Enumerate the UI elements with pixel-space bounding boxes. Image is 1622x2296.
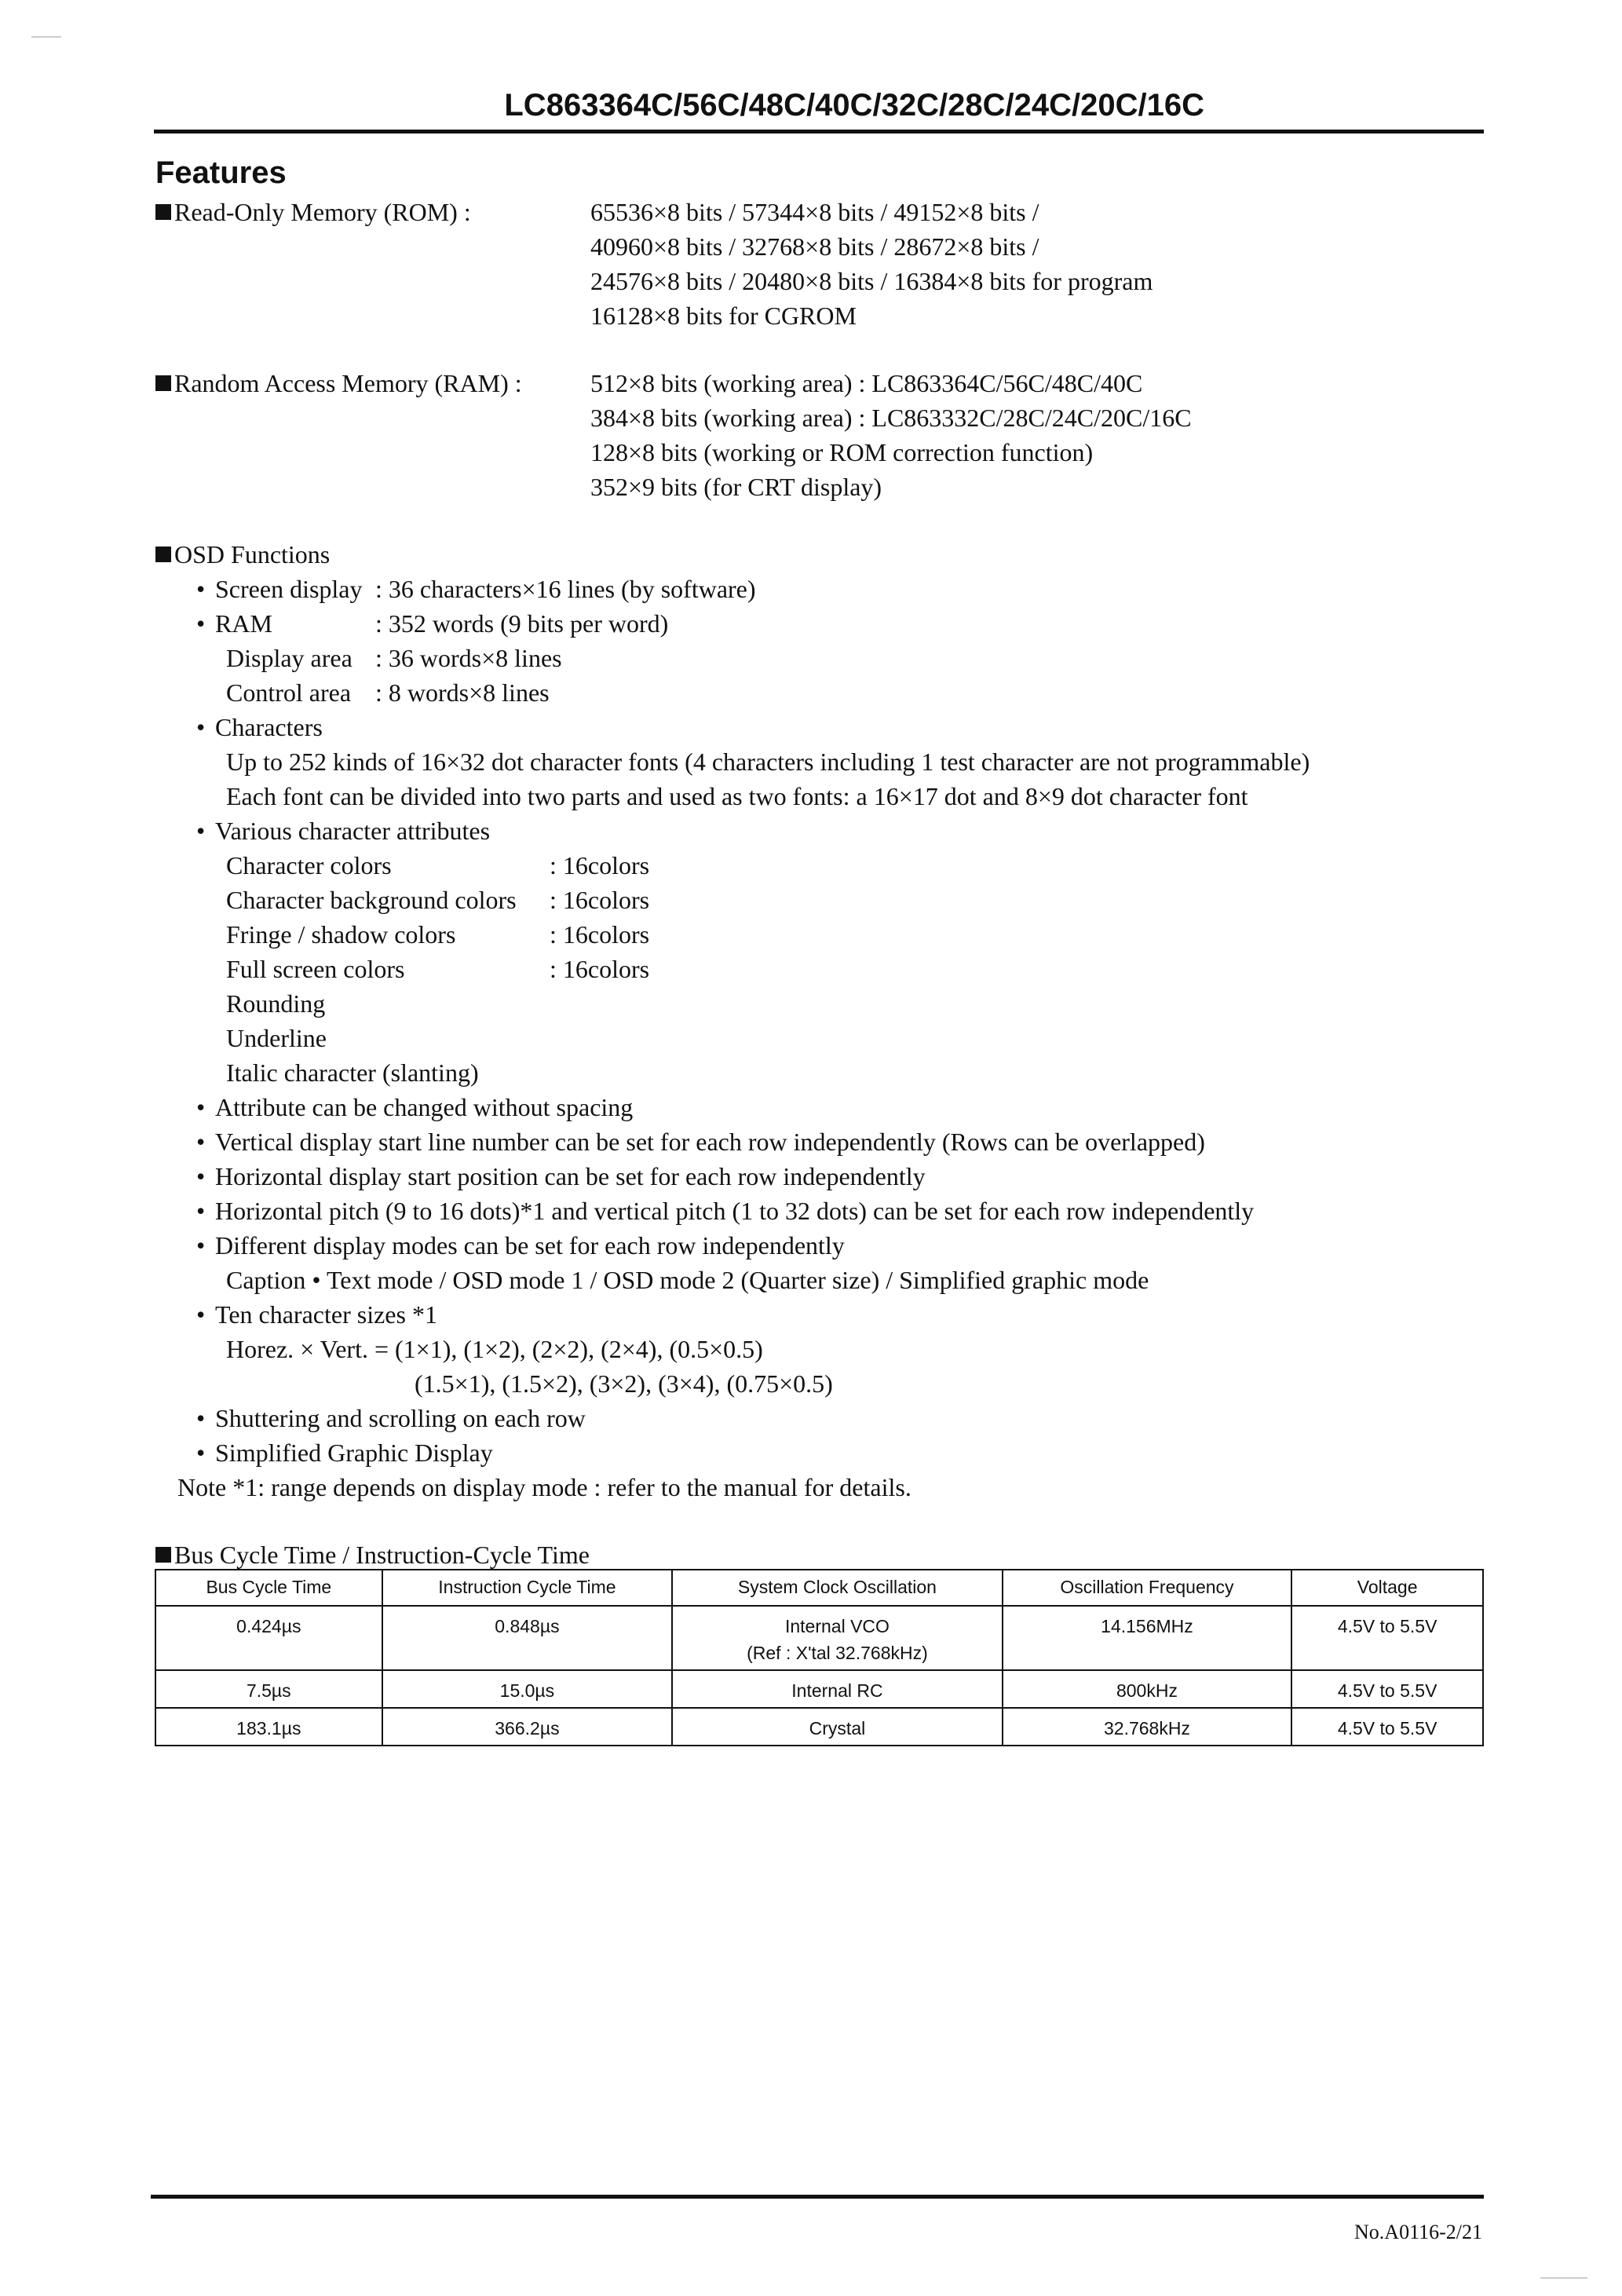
attribute-name: Fringe / shadow colors [226,920,456,949]
table-cell: 14.156MHz [1003,1606,1292,1670]
bus-label: Bus Cycle Time / Instruction-Cycle Time [155,1537,590,1572]
osd-characters-label: • Characters [196,713,323,741]
osd-display-area-value: : 36 words×8 lines [375,644,562,672]
table-row [155,1670,1483,1708]
attribute-name: Full screen colors [226,955,405,983]
ram-line: 512×8 bits (working area) : LC863364C/56C/48C/40C [590,369,1143,397]
attribute-value: : 16colors [550,886,650,914]
rom-line: 24576×8 bits / 20480×8 bits / 16384×8 bits for program [590,267,1153,295]
osd-bullet: • Different display modes can be set for each row independently [196,1231,845,1260]
osd-display-area-label: Display area [226,644,353,672]
attribute-extra: Italic character (slanting) [226,1058,479,1087]
square-bullet-icon [155,547,171,562]
osd-label: OSD Functions [155,537,330,572]
table-header-row [155,1570,1483,1606]
osd-simplified: • Simplified Graphic Display [196,1439,493,1467]
page-number: No.A0116-2/21 [1354,2221,1482,2243]
square-bullet-icon [155,375,171,391]
table-cell: 4.5V to 5.5V [1291,1606,1483,1670]
column-header: Voltage [1291,1570,1483,1606]
table-cell: Internal RC [672,1670,1002,1708]
footer-rule [151,2195,1484,2199]
attribute-extra: Underline [226,1024,327,1052]
rom-line: 16128×8 bits for CGROM [590,302,857,330]
osd-attributes-label: • Various character attributes [196,817,491,845]
table-cell: 15.0µs [382,1670,673,1708]
attribute-value: : 16colors [550,955,650,983]
table-cell: 800kHz [1003,1670,1292,1708]
column-header: Instruction Cycle Time [382,1570,673,1606]
table-cell: 366.2µs [382,1708,673,1746]
attribute-name: Character background colors [226,886,517,914]
osd-sizes-label: • Ten character sizes *1 [196,1300,437,1329]
table-cell: 183.1µs [155,1708,382,1746]
osd-characters-line: Up to 252 kinds of 16×32 dot character fonts (4 characters including 1 test character are not programmable) [226,748,1310,776]
osd-bullet: • Horizontal pitch (9 to 16 dots)*1 and vertical pitch (1 to 32 dots) can be set for each row independently [196,1197,1255,1225]
scan-mark [1540,2277,1587,2279]
osd-sizes-line: (1.5×1), (1.5×2), (3×2), (3×4), (0.75×0.5) [415,1369,833,1398]
osd-screen-display-value: : 36 characters×16 lines (by software) [375,575,756,603]
attribute-name: Character colors [226,851,392,879]
column-header: System Clock Oscillation [672,1570,1002,1606]
osd-note: Note *1: range depends on display mode : refer to the manual for details. [177,1473,911,1501]
osd-modes-line: Caption • Text mode / OSD mode 1 / OSD mode 2 (Quarter size) / Simplified graphic mode [226,1266,1149,1294]
oscillation-ref-note: (Ref : X'tal 32.768kHz) [747,1643,928,1663]
osd-shuttering: • Shuttering and scrolling on each row [196,1404,586,1432]
ram-label: Random Access Memory (RAM) : [155,366,522,400]
scan-mark [31,36,61,38]
table-cell: Internal VCO (Ref : X'tal 32.768kHz) [672,1606,1002,1670]
page-title: LC863364C/56C/48C/40C/32C/28C/24C/20C/16C [504,88,1204,122]
table-cell: 0.424µs [155,1606,382,1670]
features-heading: Features [155,155,287,190]
table-cell: 4.5V to 5.5V [1291,1708,1483,1746]
attribute-value: : 16colors [550,920,650,949]
table-row [155,1606,1483,1670]
osd-screen-display-label: • Screen display [196,575,363,603]
square-bullet-icon [155,204,171,220]
table-row [155,1708,1483,1746]
rom-line: 40960×8 bits / 32768×8 bits / 28672×8 bits / [590,232,1039,261]
osd-characters-line: Each font can be divided into two parts and used as two fonts: a 16×17 dot and 8×9 dot character font [226,782,1248,810]
ram-line: 352×9 bits (for CRT display) [590,473,882,501]
square-bullet-icon [155,1547,171,1563]
rom-line: 65536×8 bits / 57344×8 bits / 49152×8 bits / [590,198,1039,226]
header-rule [154,130,1484,133]
table-cell: 7.5µs [155,1670,382,1708]
table-cell: 0.848µs [382,1606,673,1670]
table-cell: Crystal [672,1708,1002,1746]
rom-label: Read-Only Memory (ROM) : [155,195,471,229]
osd-ram-label: • RAM [196,609,272,638]
osd-control-area-value: : 8 words×8 lines [375,678,550,707]
table-cell: 4.5V to 5.5V [1291,1670,1483,1708]
bus-cycle-table [155,1569,1484,1746]
osd-bullet: • Attribute can be changed without spacing [196,1093,634,1121]
column-header: Bus Cycle Time [155,1570,382,1606]
attribute-value: : 16colors [550,851,650,879]
osd-ram-value: : 352 words (9 bits per word) [375,609,669,638]
ram-line: 384×8 bits (working area) : LC863332C/28C/24C/20C/16C [590,404,1192,432]
column-header: Oscillation Frequency [1003,1570,1292,1606]
osd-sizes-line: Horez. × Vert. = (1×1), (1×2), (2×2), (2×4), (0.5×0.5) [226,1335,763,1363]
osd-control-area-label: Control area [226,678,352,707]
osd-bullet: • Vertical display start line number can be set for each row independently (Rows can be overlapped) [196,1128,1205,1156]
table-cell: 32.768kHz [1003,1708,1292,1746]
osd-bullet: • Horizontal display start position can be set for each row independently [196,1162,926,1190]
attribute-extra: Rounding [226,989,326,1018]
ram-line: 128×8 bits (working or ROM correction function) [590,438,1094,466]
